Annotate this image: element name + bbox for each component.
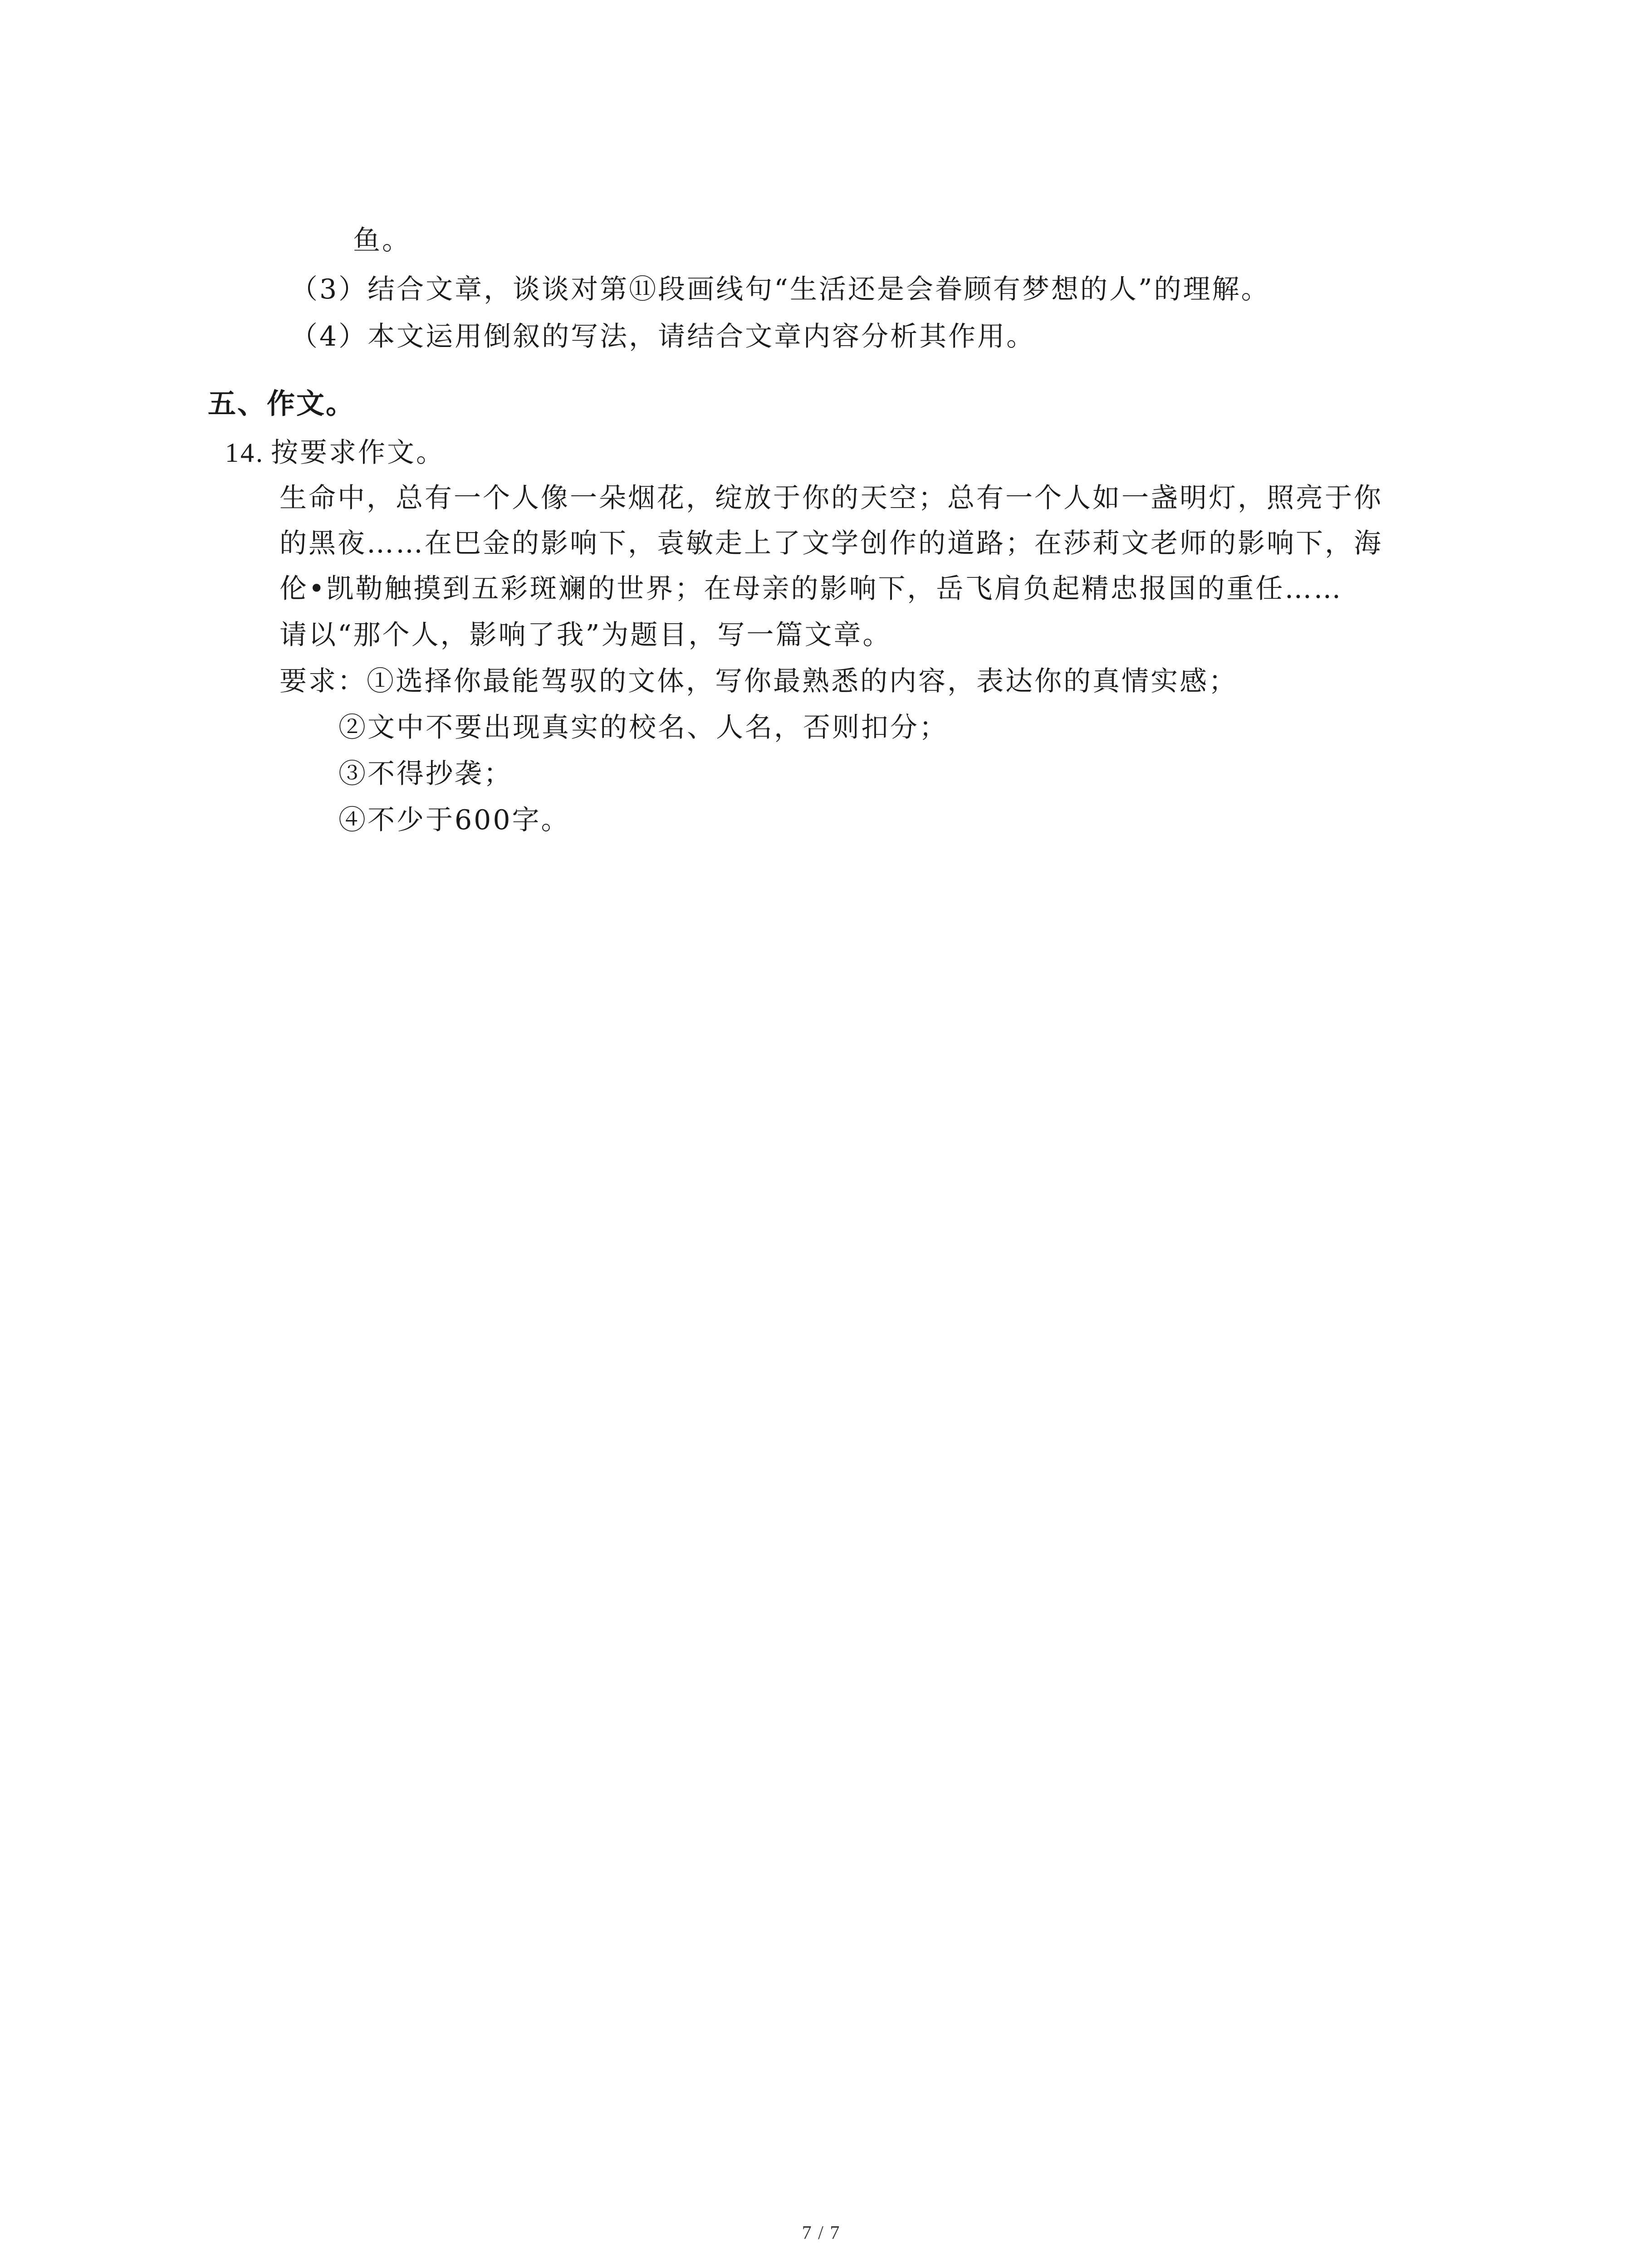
page-number: 7 / 7 xyxy=(802,2223,841,2244)
q14-material-line-1: 生命中，总有一个人像一朵烟花，绽放于你的天空；总有一个人如一盏明灯，照亮于你 xyxy=(279,482,1383,514)
q14-task: 请以“那个人，影响了我”为题目，写一篇文章。 xyxy=(279,619,892,651)
q14-requirement-2: ②文中不要出现真实的校名、人名，否则扣分； xyxy=(338,712,948,743)
q14-requirement-4: ④不少于600字。 xyxy=(338,804,570,836)
section-title-composition: 五、作文。 xyxy=(208,387,356,420)
q14-requirement-3: ③不得抄袭； xyxy=(338,758,513,790)
q13-answer-fragment: 鱼。 xyxy=(353,225,411,256)
q14-header xyxy=(225,437,445,469)
q13-subquestion-3: （3）结合文章，谈谈对第⑪段画线句“生活还是会眷顾有梦想的人”的理解。 xyxy=(290,274,1270,305)
q14-material-line-2: 的黑夜……在巴金的影响下，袁敏走上了文学创作的道路；在莎莉文老师的影响下，海 xyxy=(279,528,1383,559)
q13-subquestion-4: （4）本文运用倒叙的写法，请结合文章内容分析其作用。 xyxy=(290,321,1036,352)
question-number: 14. xyxy=(225,438,265,468)
q14-prompt: 按要求作文。 xyxy=(271,437,445,469)
q14-requirement-1: 要求：①选择你最能驾驭的文体，写你最熟悉的内容，表达你的真情实感； xyxy=(279,665,1238,697)
q14-material-line-3: 伦•凯勒触摸到五彩斑斓的世界；在母亲的影响下，岳飞肩负起精忠报国的重任…… xyxy=(279,573,1343,605)
